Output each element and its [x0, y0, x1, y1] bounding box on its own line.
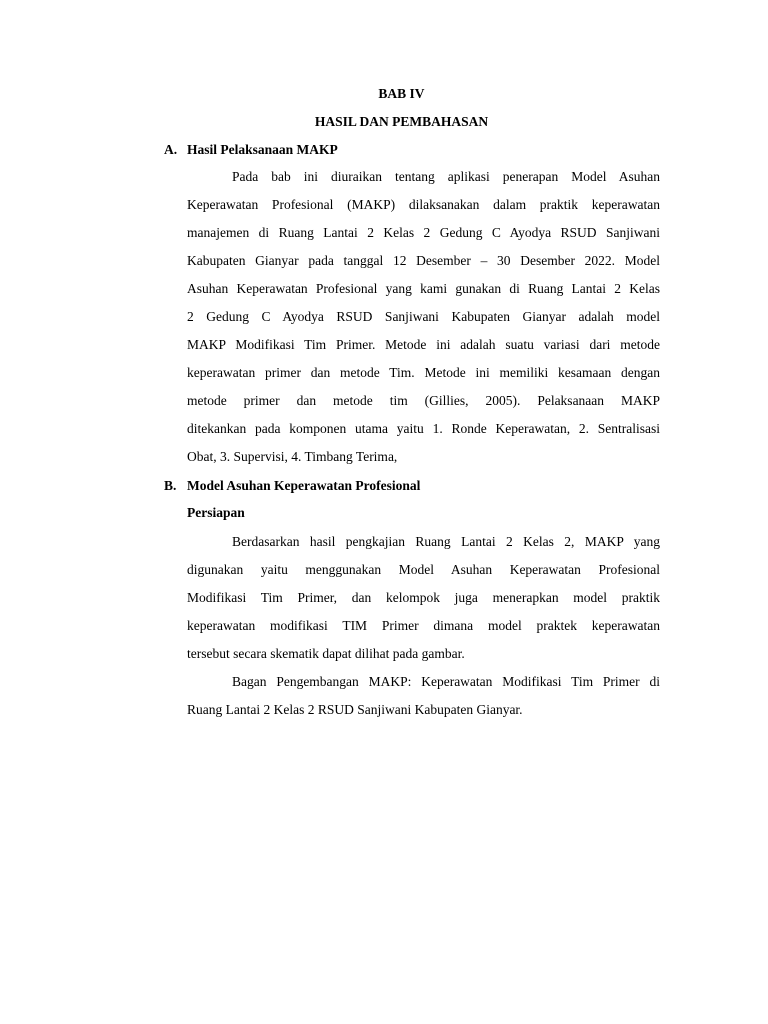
paragraph-line: metode primer dan metode tim (Gillies, 2005). Pelaksanaan MAKP: [187, 393, 660, 408]
paragraph-line: Bagan Pengembangan MAKP: Keperawatan Modifikasi Tim Primer di: [232, 674, 660, 689]
chapter-title: HASIL DAN PEMBAHASAN: [314, 114, 489, 129]
paragraph-line: 2 Gedung C Ayodya RSUD Sanjiwani Kabupaten Gianyar adalah model: [187, 309, 660, 324]
section-b-title: Model Asuhan Keperawatan Profesional: [187, 478, 421, 493]
paragraph-line: tersebut secara skematik dapat dilihat pada gambar.: [187, 646, 465, 661]
chapter-label: BAB IV: [378, 86, 425, 101]
paragraph-line: Ruang Lantai 2 Kelas 2 RSUD Sanjiwani Kabupaten Gianyar.: [187, 702, 523, 717]
paragraph-line: keperawatan modifikasi TIM Primer dimana model praktek keperawatan: [187, 618, 660, 633]
paragraph-line: keperawatan primer dan metode Tim. Metode ini memiliki kesamaan dengan: [187, 365, 660, 380]
subheading-persiapan: Persiapan: [187, 505, 245, 520]
section-b-paragraph-1: [187, 528, 660, 668]
paragraph-line: manajemen di Ruang Lantai 2 Kelas 2 Gedung C Ayodya RSUD Sanjiwani: [187, 225, 660, 240]
paragraph-line: Obat, 3. Supervisi, 4. Timbang Terima,: [187, 449, 398, 464]
section-b-paragraph-2: [187, 668, 660, 724]
paragraph-line: Modifikasi Tim Primer, dan kelompok juga menerapkan model praktik: [187, 590, 660, 605]
paragraph-line: Keperawatan Profesional (MAKP) dilaksanakan dalam praktik keperawatan: [187, 197, 660, 212]
section-b-heading: [0, 478, 768, 494]
section-a-title: Hasil Pelaksanaan MAKP: [187, 142, 338, 157]
section-a-letter: A.: [164, 142, 178, 157]
paragraph-line: Kabupaten Gianyar pada tanggal 12 Desember – 30 Desember 2022. Model: [187, 253, 660, 268]
paragraph-line: digunakan yaitu menggunakan Model Asuhan Keperawatan Profesional: [187, 562, 660, 577]
paragraph-line: Pada bab ini diuraikan tentang aplikasi penerapan Model Asuhan: [232, 169, 660, 184]
paragraph-line: ditekankan pada komponen utama yaitu 1. Ronde Keperawatan, 2. Sentralisasi: [187, 421, 660, 436]
section-a-heading: [0, 142, 768, 158]
paragraph-line: MAKP Modifikasi Tim Primer. Metode ini adalah suatu variasi dari metode: [187, 337, 660, 352]
paragraph-line: Berdasarkan hasil pengkajian Ruang Lantai 2 Kelas 2, MAKP yang: [232, 534, 660, 549]
paragraph-line: Asuhan Keperawatan Profesional yang kami gunakan di Ruang Lantai 2 Kelas: [187, 281, 660, 296]
section-b-letter: B.: [164, 478, 177, 493]
section-a-paragraph: [187, 163, 660, 471]
